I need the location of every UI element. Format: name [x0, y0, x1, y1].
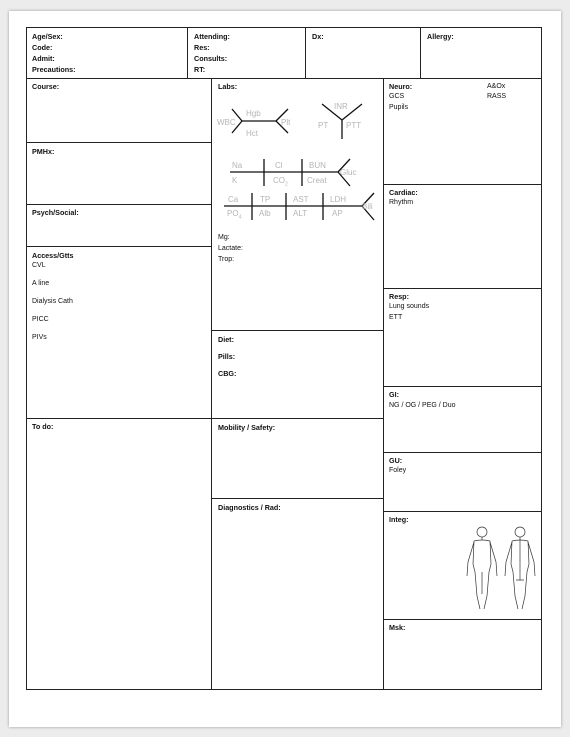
- resp-ett: ETT: [389, 314, 403, 321]
- bmp-creat: Creat: [307, 176, 327, 185]
- gu-foley: Foley: [389, 467, 407, 474]
- neuro-gcs: GCS: [389, 93, 405, 100]
- labs-label: Labs:: [218, 82, 238, 91]
- labs-mg: Mg:: [218, 234, 230, 241]
- neuro-section[interactable]: [383, 78, 542, 185]
- rt-label: RT:: [194, 65, 206, 74]
- lft-fishbone-diagram: [212, 79, 385, 249]
- labs-trop: Trop:: [218, 256, 235, 263]
- lft-po4: $PO_4$: [227, 209, 242, 221]
- access-item-a-line: A line: [32, 280, 50, 287]
- bmp-co2: $CO_2$: [273, 176, 288, 188]
- access-item-picc: PICC: [32, 316, 49, 323]
- integ-section[interactable]: [383, 511, 542, 620]
- lft-alt: ALT: [293, 209, 308, 218]
- dx-label: Dx:: [312, 32, 324, 41]
- resp-section[interactable]: [383, 288, 542, 387]
- psych-social-label: Psych/Social:: [32, 208, 79, 217]
- header-allergy[interactable]: [420, 27, 542, 79]
- body-outline-icon: [462, 524, 542, 614]
- gi-label: GI:: [389, 390, 399, 399]
- coag-pt: PT: [318, 121, 329, 130]
- bmp-bun: BUN: [309, 161, 326, 170]
- report-sheet: [9, 11, 561, 727]
- code-label: Code:: [32, 43, 53, 52]
- cardiac-rhythm: Rhythm: [389, 199, 414, 206]
- course-section[interactable]: [26, 78, 212, 143]
- lft-alb: Alb: [259, 209, 271, 218]
- access-gtts-section[interactable]: [26, 246, 212, 419]
- access-item-cvl: CVL: [32, 262, 46, 269]
- consults-label: Consults:: [194, 54, 228, 63]
- pills-label: Pills:: [218, 352, 236, 361]
- admit-label: Admit:: [32, 54, 55, 63]
- gi-tube-options: NG / OG / PEG / Duo: [389, 402, 456, 409]
- pmhx-label: PMHx:: [32, 147, 55, 156]
- access-item-pivs: PIVs: [32, 334, 47, 341]
- age-sex-label: Age/Sex:: [32, 32, 63, 41]
- precautions-label: Precautions:: [32, 65, 76, 74]
- resp-label: Resp:: [389, 292, 409, 301]
- access-gtts-label: Access/Gtts: [32, 251, 74, 260]
- course-label: Course:: [32, 82, 60, 91]
- coag-inr: INR: [334, 102, 348, 111]
- access-item-dialysis-cath: Dialysis Cath: [32, 298, 73, 305]
- msk-section[interactable]: [383, 619, 542, 690]
- cardiac-label: Cardiac:: [389, 188, 418, 197]
- bmp-gluc: Gluc: [340, 168, 357, 177]
- header-team[interactable]: [187, 27, 306, 79]
- neuro-aox: A&Ox: [487, 83, 506, 90]
- todo-label: To do:: [32, 422, 54, 431]
- bmp-cl: Cl: [275, 161, 283, 170]
- coag-ptt: PTT: [346, 121, 362, 130]
- lft-ldh: LDH: [330, 195, 347, 204]
- neuro-label: Neuro:: [389, 82, 413, 91]
- neuro-pupils: Pupils: [389, 104, 409, 111]
- msk-label: Msk:: [389, 623, 406, 632]
- neuro-rass: RASS: [487, 93, 507, 100]
- lft-ca: Ca: [228, 195, 239, 204]
- gi-section[interactable]: [383, 386, 542, 453]
- mobility-section[interactable]: [211, 418, 384, 499]
- diagnostics-section[interactable]: [211, 498, 384, 690]
- allergy-label: Allergy:: [427, 32, 454, 41]
- psych-social-section[interactable]: [26, 204, 212, 247]
- diet-label: Diet:: [218, 335, 234, 344]
- attending-label: Attending:: [194, 32, 230, 41]
- lft-bili: Bili: [362, 202, 373, 211]
- labs-section[interactable]: [211, 78, 384, 331]
- header-demographics[interactable]: [26, 27, 188, 79]
- cbc-wbc: WBC: [217, 118, 236, 127]
- pmhx-section[interactable]: [26, 142, 212, 205]
- cbc-hgb: Hgb: [246, 109, 261, 118]
- labs-lactate: Lactate:: [218, 245, 243, 252]
- bmp-k: K: [232, 176, 238, 185]
- integ-label: Integ:: [389, 515, 409, 524]
- res-label: Res:: [194, 43, 210, 52]
- lft-ast: AST: [293, 195, 309, 204]
- header-dx[interactable]: [305, 27, 421, 79]
- cbc-plt: Plt: [281, 118, 291, 127]
- lft-ap: AP: [332, 209, 343, 218]
- todo-section[interactable]: [26, 418, 212, 690]
- resp-lung-sounds: Lung sounds: [389, 303, 430, 310]
- cardiac-section[interactable]: [383, 184, 542, 289]
- gu-section[interactable]: [383, 452, 542, 512]
- diet-section[interactable]: [211, 330, 384, 419]
- diagnostics-label: Diagnostics / Rad:: [218, 503, 281, 512]
- gu-label: GU:: [389, 456, 403, 465]
- mobility-label: Mobility / Safety:: [218, 423, 276, 432]
- lft-tp: TP: [260, 195, 271, 204]
- bmp-na: Na: [232, 161, 243, 170]
- cbg-label: CBG:: [218, 369, 237, 378]
- cbc-hct: Hct: [246, 129, 258, 138]
